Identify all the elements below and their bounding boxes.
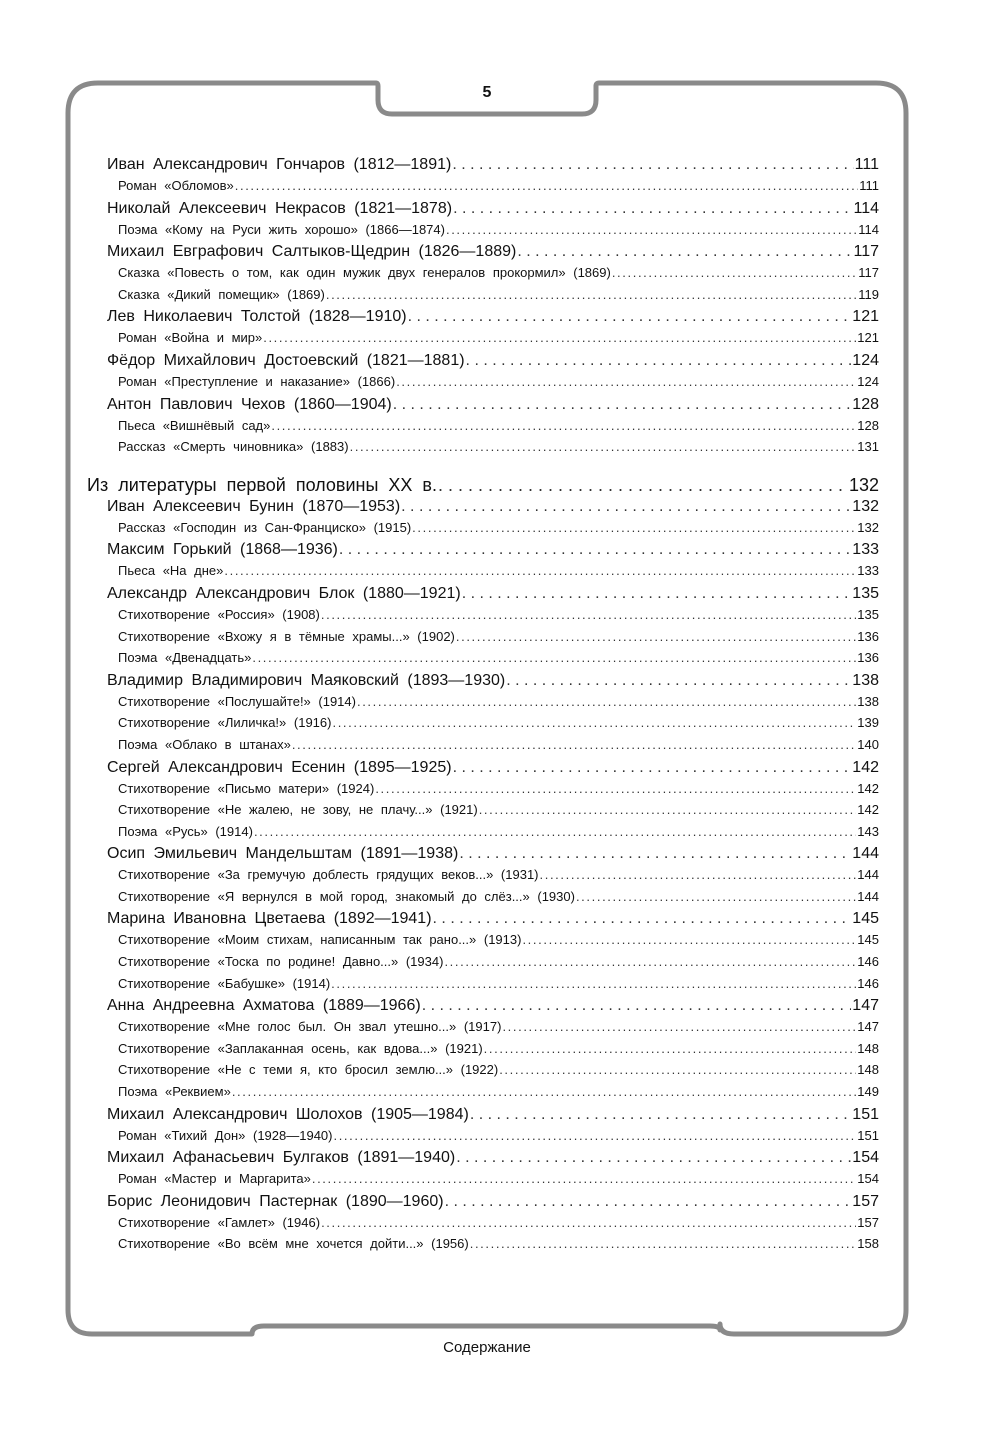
toc-entry-page: 157 <box>857 1214 879 1230</box>
toc-entry-title: Стихотворение «Во всём мне хочется дойти...» (1956) <box>118 1236 469 1252</box>
toc-entry-title: Сергей Александрович Есенин (1895—1925) <box>107 758 452 776</box>
toc-entry-work[interactable] <box>87 867 879 889</box>
toc-entry-title: Николай Алексеевич Некрасов (1821—1878) <box>107 199 453 217</box>
toc-entry-page: 136 <box>857 650 879 666</box>
dot-leader <box>332 715 856 730</box>
toc-entry-work[interactable] <box>87 287 879 309</box>
dot-leader <box>401 498 851 516</box>
dot-leader <box>321 1215 856 1230</box>
dot-leader <box>422 997 852 1015</box>
toc-entry-title: Стихотворение «Моим стихам, написанным так рано...» (1913) <box>118 932 522 948</box>
toc-entry-work[interactable] <box>87 330 879 352</box>
toc-entry-title: Стихотворение «Гамлет» (1946) <box>118 1214 321 1230</box>
dot-leader <box>502 1019 856 1034</box>
dot-leader <box>433 910 852 928</box>
toc-entry-work[interactable] <box>87 374 879 396</box>
toc-entry-page: 144 <box>857 867 879 883</box>
dot-leader <box>446 222 857 237</box>
dot-leader <box>444 954 856 969</box>
toc-entry-work[interactable] <box>87 520 879 542</box>
toc-entry-title: Роман «Преступление и наказание» (1866) <box>118 373 396 389</box>
toc-entry-title: Роман «Обломов» <box>118 178 234 193</box>
dot-leader <box>412 520 856 535</box>
toc-entry-title: Поэма «Русь» (1914) <box>118 823 253 839</box>
toc-entry-page: 132 <box>848 474 879 495</box>
dot-leader <box>612 265 857 280</box>
toc-entry-title: Стихотворение «Заплаканная осень, как вдова...» (1921) <box>118 1040 483 1056</box>
toc-entry-author[interactable] <box>87 1106 879 1128</box>
toc-entry-title: Стихотворение «Россия» (1908) <box>118 606 320 622</box>
toc-entry-title: Роман «Тихий Дон» (1928—1940) <box>118 1127 333 1143</box>
toc-entry-page: 149 <box>857 1084 879 1100</box>
dot-leader <box>456 1149 851 1167</box>
toc-entry-title: Поэма «Облако в штанах» <box>118 736 291 752</box>
toc-entry-title: Пьеса «На дне» <box>118 563 224 579</box>
dot-leader <box>224 563 856 578</box>
dot-leader <box>445 1193 852 1211</box>
toc-entry-page: 140 <box>857 736 879 752</box>
toc-entry-page: 142 <box>857 780 879 796</box>
dot-leader <box>456 629 856 644</box>
toc-entry-work[interactable] <box>87 802 879 824</box>
toc-entry-title: Рассказ «Господин из Сан-Франциско» (1915) <box>118 519 412 535</box>
toc-entry-page: 138 <box>852 671 879 689</box>
dot-leader <box>506 672 851 690</box>
dot-leader <box>462 585 852 603</box>
toc-entry-title: Марина Ивановна Цветаева (1892—1941) <box>107 910 432 928</box>
toc-entry-title: Александр Александрович Блок (1880—1921) <box>107 584 461 602</box>
toc-entry-page: 124 <box>857 373 879 389</box>
dot-leader <box>254 824 856 839</box>
dot-leader <box>331 976 856 991</box>
toc-entry-title: Стихотворение «Мне голос был. Он звал утешно...» (1917) <box>118 1019 502 1035</box>
toc-entry-title: Роман «Мастер и Маргарита» <box>118 1171 311 1187</box>
toc-entry-work[interactable] <box>87 178 879 200</box>
toc-entry-work[interactable] <box>87 889 879 911</box>
toc-entry-work[interactable] <box>87 976 879 998</box>
toc-entry-work[interactable] <box>87 1084 879 1106</box>
toc-entry-author[interactable] <box>87 352 879 374</box>
toc-entry-work[interactable] <box>87 265 879 287</box>
toc-entry-author[interactable] <box>87 672 879 694</box>
dot-leader <box>263 330 856 345</box>
toc-entry-page: 146 <box>857 954 879 970</box>
toc-entry-title: Стихотворение «Бабушке» (1914) <box>118 975 331 991</box>
toc-entry-page: 157 <box>852 1192 879 1210</box>
dot-leader <box>517 243 852 261</box>
toc-entry-work[interactable] <box>87 607 879 629</box>
toc-entry-work[interactable] <box>87 439 879 461</box>
toc-entry-work[interactable] <box>87 563 879 585</box>
toc-entry-work[interactable] <box>87 1128 879 1150</box>
toc-entry-page: 111 <box>859 178 879 193</box>
toc-entry-page: 148 <box>857 1040 879 1056</box>
dot-leader <box>252 650 856 665</box>
toc-entry-title: Рассказ «Смерть чиновника» (1883) <box>118 439 349 455</box>
toc-entry-work[interactable] <box>87 1215 879 1237</box>
toc-entry-title: Иван Алексеевич Бунин (1870—1953) <box>107 497 401 515</box>
toc-entry-work[interactable] <box>87 694 879 716</box>
dot-leader <box>484 1041 857 1056</box>
toc-entry-title: Стихотворение «За гремучую доблесть грядущих веков...» (1931) <box>118 867 539 883</box>
toc-entry-work[interactable] <box>87 222 879 244</box>
toc-entry-title: Сказка «Повесть о том, как один мужик двух генералов прокормил» (1869) <box>118 265 611 281</box>
toc-entry-page: 142 <box>852 758 879 776</box>
toc-entry-page: 114 <box>853 199 879 217</box>
toc-entry-work[interactable] <box>87 737 879 759</box>
toc-entry-title: Стихотворение «Лиличка!» (1916) <box>118 715 332 731</box>
dot-leader <box>271 418 856 433</box>
dot-leader <box>350 439 857 454</box>
toc-entry-page: 114 <box>858 221 879 237</box>
toc-entry-page: 158 <box>857 1236 879 1252</box>
toc-entry-section[interactable] <box>87 468 879 498</box>
toc-entry-work[interactable] <box>87 781 879 803</box>
toc-entry-work[interactable] <box>87 418 879 440</box>
toc-entry-title: Осип Эмильевич Мандельштам (1891—1938) <box>107 845 459 863</box>
toc-entry-page: 133 <box>857 563 879 579</box>
dot-leader <box>466 352 852 370</box>
toc-entry-title: Стихотворение «Тоска по родине! Давно...» (1934) <box>118 954 444 970</box>
toc-entry-work[interactable] <box>87 932 879 954</box>
dot-leader <box>576 889 856 904</box>
toc-entry-author[interactable] <box>87 910 879 932</box>
toc-entry-title: Поэма «Реквием» <box>118 1084 231 1100</box>
toc-entry-work[interactable] <box>87 629 879 651</box>
dot-leader <box>453 759 852 777</box>
toc-entry-page: 135 <box>857 606 879 622</box>
toc-entry-page: 143 <box>857 823 879 839</box>
toc-entry-author[interactable] <box>87 541 879 563</box>
toc-entry-title: Поэма «Двенадцать» <box>118 650 252 666</box>
dot-leader <box>357 694 856 709</box>
toc-entry-page: 135 <box>852 584 879 602</box>
dot-leader <box>326 287 857 302</box>
toc-entry-author[interactable] <box>87 1149 879 1171</box>
toc-entry-page: 136 <box>857 628 879 644</box>
dot-leader <box>333 1128 856 1143</box>
page-number: 5 <box>482 84 492 101</box>
toc-entry-page: 144 <box>852 845 879 863</box>
toc-entry-work[interactable] <box>87 1062 879 1084</box>
toc-entry-title: Михаил Евграфович Салтыков-Щедрин (1826—1889) <box>107 243 517 261</box>
toc-entry-page: 151 <box>857 1127 879 1143</box>
toc-entry-title: Поэма «Кому на Руси жить хорошо» (1866—1874) <box>118 221 445 237</box>
toc-entry-title: Михаил Афанасьевич Булгаков (1891—1940) <box>107 1149 456 1167</box>
table-of-contents <box>87 156 879 1258</box>
toc-entry-author[interactable] <box>87 845 879 867</box>
toc-entry-page: 132 <box>857 519 879 535</box>
toc-entry-title: Стихотворение «Письмо матери» (1924) <box>118 780 375 796</box>
toc-entry-title: Лев Николаевич Толстой (1828—1910) <box>107 308 407 326</box>
toc-entry-page: 145 <box>852 910 879 928</box>
toc-entry-title: Михаил Александрович Шолохов (1905—1984) <box>107 1105 469 1123</box>
toc-entry-page: 132 <box>852 497 879 515</box>
dot-leader <box>470 1236 857 1251</box>
toc-entry-page: 121 <box>857 330 879 346</box>
toc-entry-page: 128 <box>852 395 879 413</box>
toc-entry-author[interactable] <box>87 759 879 781</box>
toc-entry-page: 117 <box>853 243 879 261</box>
dot-leader <box>438 475 848 496</box>
toc-entry-page: 139 <box>857 715 879 731</box>
toc-entry-title: Борис Леонидович Пастернак (1890—1960) <box>107 1192 444 1210</box>
toc-entry-work[interactable] <box>87 650 879 672</box>
dot-leader <box>499 1062 856 1077</box>
toc-entry-title: Фёдор Михайлович Достоевский (1821—1881) <box>107 351 465 369</box>
toc-entry-title: Сказка «Дикий помещик» (1869) <box>118 286 325 302</box>
toc-entry-page: 144 <box>857 888 879 904</box>
toc-entry-title: Владимир Владимирович Маяковский (1893—1930) <box>107 671 506 689</box>
toc-entry-page: 148 <box>857 1062 879 1078</box>
dot-leader <box>470 1106 851 1124</box>
toc-entry-title: Роман «Война и мир» <box>118 330 263 346</box>
toc-entry-title: Анна Андреевна Ахматова (1889—1966) <box>107 997 421 1015</box>
toc-entry-work[interactable] <box>87 824 879 846</box>
toc-entry-page: 111 <box>854 156 879 173</box>
dot-leader <box>459 845 851 863</box>
toc-entry-work[interactable] <box>87 1019 879 1041</box>
toc-entry-title: Антон Павлович Чехов (1860—1904) <box>107 395 392 413</box>
toc-entry-work[interactable] <box>87 1171 879 1193</box>
toc-entry-author[interactable] <box>87 498 879 520</box>
dot-leader <box>540 867 857 882</box>
toc-entry-page: 117 <box>858 265 879 281</box>
toc-entry-page: 119 <box>858 286 879 302</box>
toc-entry-title: Пьеса «Вишнёвый сад» <box>118 417 271 433</box>
toc-entry-title: Стихотворение «Я вернулся в мой город, знакомый до слёз...» (1930) <box>118 888 575 904</box>
toc-entry-page: 154 <box>857 1171 879 1187</box>
toc-entry-author[interactable] <box>87 308 879 330</box>
toc-entry-author[interactable] <box>87 396 879 418</box>
dot-leader <box>479 802 857 817</box>
toc-entry-page: 138 <box>857 693 879 709</box>
toc-entry-author[interactable] <box>87 200 879 222</box>
section-spacer <box>87 461 879 468</box>
toc-entry-page: 147 <box>852 997 879 1015</box>
toc-entry-title: Стихотворение «Послушайте!» (1914) <box>118 693 356 709</box>
toc-entry-work[interactable] <box>87 954 879 976</box>
toc-entry-author[interactable] <box>87 997 879 1019</box>
dot-leader <box>235 178 858 193</box>
toc-entry-author[interactable] <box>87 156 879 178</box>
toc-entry-page: 133 <box>852 541 879 559</box>
dot-leader <box>452 156 853 174</box>
dot-leader <box>522 932 856 947</box>
dot-leader <box>453 200 852 218</box>
toc-entry-work[interactable] <box>87 1236 879 1258</box>
toc-entry-page: 128 <box>857 417 879 433</box>
toc-entry-page: 121 <box>852 308 879 326</box>
dot-leader <box>232 1084 856 1099</box>
toc-entry-page: 124 <box>852 351 879 369</box>
toc-entry-author[interactable] <box>87 243 879 265</box>
toc-entry-author[interactable] <box>87 585 879 607</box>
dot-leader <box>312 1171 856 1186</box>
toc-entry-title: Стихотворение «Не с теми я, кто бросил землю...» (1922) <box>118 1062 499 1078</box>
toc-entry-page: 145 <box>857 932 879 948</box>
toc-entry-author[interactable] <box>87 1193 879 1215</box>
toc-entry-title: Из литературы первой половины XX в. <box>87 474 437 495</box>
toc-entry-title: Стихотворение «Вхожу я в тёмные храмы...» (1902) <box>118 628 455 644</box>
toc-entry-page: 131 <box>857 439 879 455</box>
dot-leader <box>375 781 856 796</box>
toc-entry-page: 146 <box>857 975 879 991</box>
footer-label: Содержание <box>443 1339 531 1356</box>
toc-entry-page: 154 <box>852 1149 879 1167</box>
dot-leader <box>396 374 856 389</box>
toc-entry-page: 147 <box>857 1019 879 1035</box>
toc-entry-page: 151 <box>852 1105 879 1123</box>
toc-entry-work[interactable] <box>87 1041 879 1063</box>
dot-leader <box>321 607 856 622</box>
dot-leader <box>339 541 851 559</box>
dot-leader <box>393 396 852 414</box>
toc-entry-page: 142 <box>857 802 879 818</box>
dot-leader <box>292 737 856 752</box>
toc-entry-title: Стихотворение «Не жалею, не зову, не плачу...» (1921) <box>118 802 478 818</box>
toc-entry-work[interactable] <box>87 715 879 737</box>
dot-leader <box>408 308 852 326</box>
toc-entry-title: Иван Александрович Гончаров (1812—1891) <box>107 156 452 173</box>
toc-entry-title: Максим Горький (1868—1936) <box>107 541 338 559</box>
